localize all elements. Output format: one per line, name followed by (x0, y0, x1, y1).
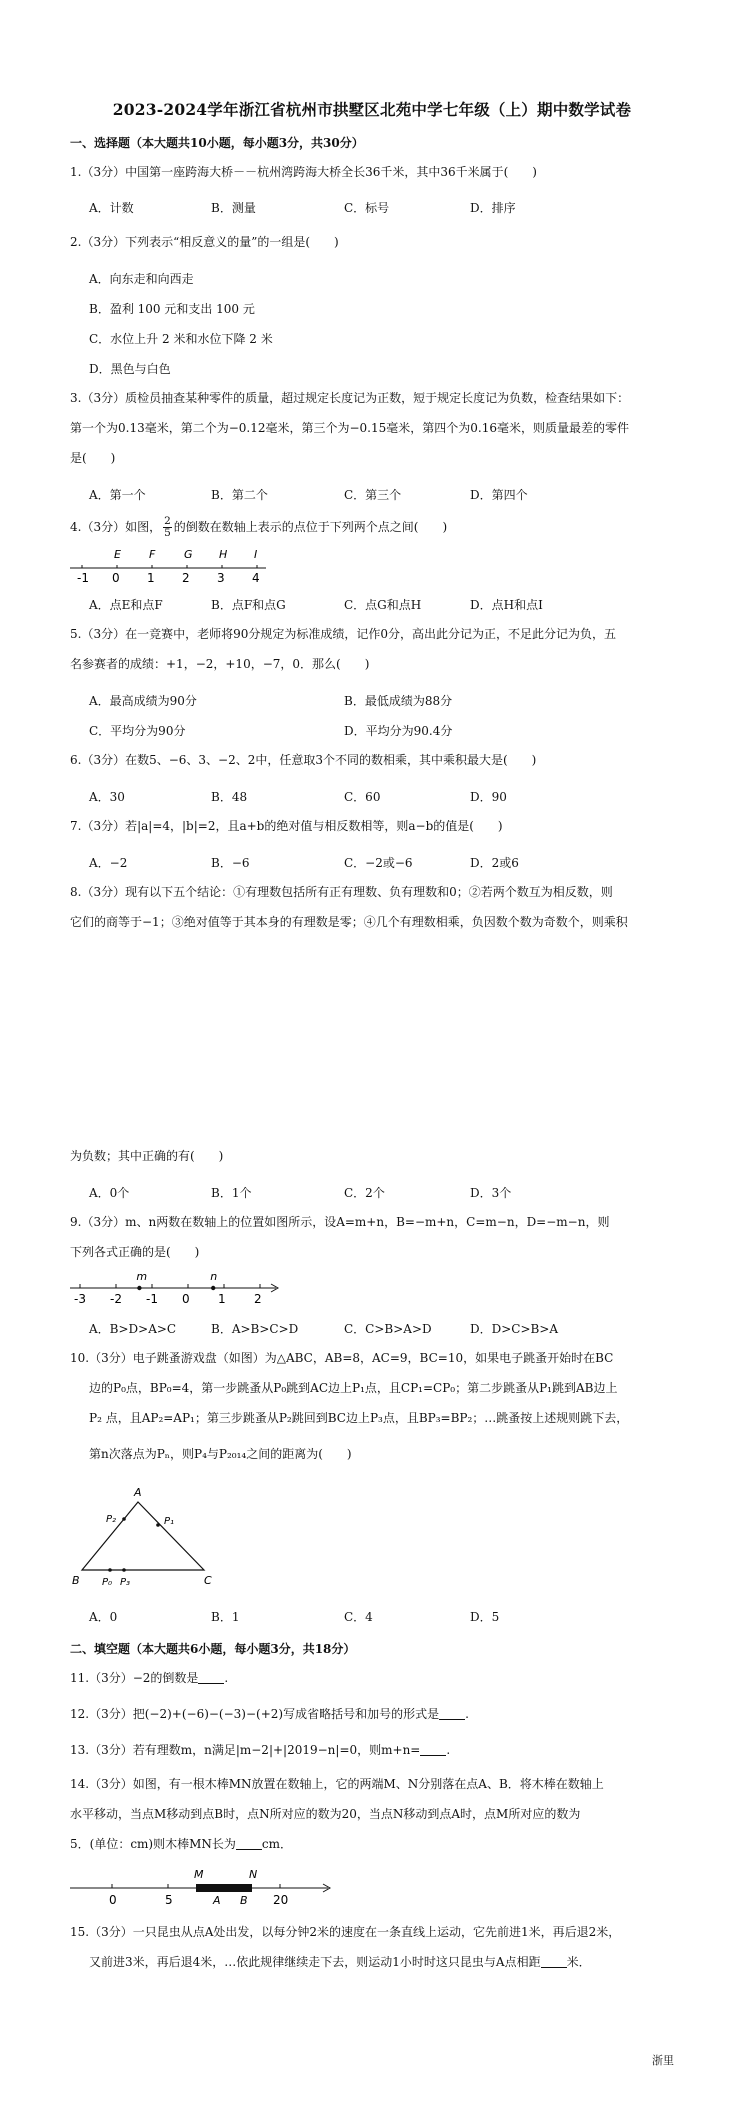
q4-tick-label: -1 (77, 571, 89, 584)
section-heading-choice: 一、选择题（本大题共10小题，每小题3分，共30分） (70, 136, 364, 150)
q4-point-label: I (254, 548, 258, 561)
question-9-line-1: 9.（3分）m、n两数在数轴上的位置如图所示，设A=m+n，B=−m+n，C=m−n，D=−m−n，则 (70, 1215, 610, 1229)
q9-option-c: C．C>B>A>D (344, 1322, 432, 1336)
q13-end: . (446, 1743, 451, 1757)
q4-point-label: F (149, 548, 156, 561)
question-10-line-1: 10.（3分）电子跳蚤游戏盘（如图）为△ABC，AB=8，AC=9，BC=10，如果电子跳蚤开始时在BC (70, 1351, 614, 1365)
q15-answer-blank[interactable] (541, 1955, 567, 1968)
question-11 (70, 1670, 228, 1686)
q9-option-d: D．D>C>B>A (470, 1322, 559, 1336)
q9-point-label: m (136, 1270, 148, 1283)
question-1: 1.（3分）中国第一座跨海大桥－－杭州湾跨海大桥全长36千米，其中36千米属于( ) (70, 165, 537, 179)
label-p3: P₃ (120, 1577, 131, 1588)
q13-answer-blank[interactable] (420, 1743, 446, 1756)
q4-option-a: A．点E和点F (89, 598, 163, 612)
q7-option-d: D．2或6 (470, 856, 519, 870)
q9-option-a: A．B>D>A>C (89, 1322, 177, 1336)
question-15-line-1: 15.（3分）一只昆虫从点A处出发，以每分钟2米的速度在一条直线上运动，它先前进1米，再后退2米， (70, 1925, 621, 1939)
q4-tick-label: 4 (252, 571, 260, 584)
point-p1 (156, 1523, 160, 1527)
exam-title: 2023-2024学年浙江省杭州市拱墅区北苑中学七年级（上）期中数学试卷 (112, 100, 632, 119)
q9-tick-label: -3 (74, 1292, 86, 1306)
q4-prefix: 4.（3分）如图， (70, 520, 162, 534)
label-p2: P₂ (106, 1514, 117, 1525)
q10-option-a: A．0 (89, 1610, 118, 1624)
q9-point-dot (211, 1286, 215, 1290)
q11-end: . (224, 1671, 229, 1685)
point-p0 (108, 1568, 112, 1572)
q12-end: . (465, 1707, 469, 1721)
q10-triangle-figure (72, 1480, 232, 1590)
label-n: N (249, 1868, 258, 1881)
q10-option-c: C．4 (344, 1610, 373, 1624)
question-2: 2.（3分）下列表示“相反意义的量”的一组是( ) (70, 235, 339, 249)
question-14-line-2: 水平移动，当点M移动到点B时，点N所对应的数为20，当点N移动到点A时，点M所对应的数为 (70, 1807, 581, 1821)
q4-number-line (70, 544, 270, 584)
q12-text: 12.（3分）把(−2)+(−6)−(−3)−(+2)写成省略括号和加号的形式是 (70, 1707, 440, 1721)
q4-tick-label: 3 (217, 571, 225, 584)
question-8-line-2: 它们的商等于−1；③绝对值等于其本身的有理数是零；④几个有理数相乘，负因数个数为奇数个，则乘积 (70, 915, 628, 929)
question-3-line-3: 是( ) (70, 451, 116, 465)
point-p2 (122, 1517, 126, 1521)
q14-tick-label: 5 (165, 1893, 173, 1907)
question-8-line-1: 8.（3分）现有以下五个结论：①有理数包括所有正有理数、负有理数和0；②若两个数互为相反数，则 (70, 885, 613, 899)
rod-mn (196, 1884, 252, 1892)
q13-text: 13.（3分）若有理数m，n满足|m−2|+|2019−n|=0，则m+n= (70, 1743, 421, 1757)
q12-answer-blank[interactable] (439, 1707, 465, 1720)
q4-tick-label: 0 (112, 571, 120, 584)
q9-option-b: B．A>B>C>D (211, 1322, 299, 1336)
label-c: C (204, 1574, 212, 1587)
question-3-line-1: 3.（3分）质检员抽查某种零件的质量，超过规定长度记为正数，短于规定长度记为负数，检查结果如下： (70, 391, 630, 405)
triangle-abc (82, 1502, 204, 1570)
page-footer: 浙里 (652, 2054, 674, 2067)
q9-tick-label: 2 (254, 1292, 262, 1306)
question-3-line-2: 第一个为0.13毫米，第二个为−0.12毫米，第三个为−0.15毫米，第四个为0.16毫米，则质量最差的零件 (70, 421, 629, 435)
label-a-point: A (213, 1894, 221, 1907)
q4-option-b: B．点F和点G (211, 598, 286, 612)
q4-fraction-numerator: 2 (164, 515, 171, 527)
q8-option-b: B．1个 (211, 1186, 252, 1200)
q14-answer-blank[interactable] (236, 1837, 262, 1850)
question-10-line-4: 第n次落点为Pₙ，则P₄与P₂₀₁₄之间的距离为( ) (89, 1447, 352, 1461)
q11-text: 11.（3分）−2的倒数是 (70, 1671, 199, 1685)
q2-option-c: C．水位上升 2 米和水位下降 2 米 (89, 332, 273, 346)
question-9-line-2: 下列各式正确的是( ) (70, 1245, 200, 1259)
q3-option-a: A．第一个 (89, 488, 146, 502)
q9-point-label: n (210, 1270, 218, 1283)
question-10-line-2: 边的P₀点，BP₀=4，第一步跳蚤从P₀跳到AC边上P₁点，且CP₁=CP₀；第二步跳蚤从P₁跳到AB边上 (89, 1381, 618, 1395)
question-10-line-3: P₂ 点，且AP₂=AP₁；第三步跳蚤从P₂跳回到BC边上P₃点，且BP₃=BP₂；…跳蚤按上述规则跳下去， (89, 1411, 629, 1425)
q11-answer-blank[interactable] (198, 1671, 224, 1684)
q10-option-d: D．5 (470, 1610, 500, 1624)
label-p0: P₀ (102, 1577, 113, 1588)
q14-tick-label: 0 (109, 1893, 117, 1907)
q4-fraction-denominator: 5 (164, 527, 171, 539)
q5-option-c: C．平均分为90分 (89, 724, 186, 738)
q7-option-c: C．−2或−6 (344, 856, 413, 870)
question-14-line-3 (70, 1836, 292, 1852)
q5-option-a: A．最高成绩为90分 (89, 694, 197, 708)
q1-option-d: D．排序 (470, 201, 516, 215)
label-m: M (194, 1868, 204, 1881)
label-b: B (72, 1574, 80, 1587)
label-b-point: B (240, 1894, 248, 1907)
q2-option-a: A．向东走和向西走 (89, 272, 194, 286)
question-6: 6.（3分）在数5、−6、3、−2、2中，任意取3个不同的数相乘，其中乘积最大是( ) (70, 753, 537, 767)
q8-option-c: C．2个 (344, 1186, 385, 1200)
q4-fraction (163, 516, 172, 539)
question-13 (70, 1742, 450, 1758)
question-12 (70, 1706, 469, 1722)
q6-option-b: B．48 (211, 790, 248, 804)
q2-option-b: B．盈利 100 元和支出 100 元 (89, 302, 255, 316)
question-4 (70, 516, 447, 539)
section-heading-fill: 二、填空题（本大题共6小题，每小题3分，共18分） (70, 1642, 356, 1656)
q2-option-d: D．黑色与白色 (89, 362, 171, 376)
q9-tick-label: 0 (182, 1292, 190, 1306)
q4-point-label: E (114, 548, 121, 561)
question-7: 7.（3分）若|a|=4，|b|=2，且a+b的绝对值与相反数相等，则a−b的值是( ) (70, 819, 503, 833)
q7-option-a: A．−2 (89, 856, 128, 870)
q15-line-2-text: 又前进3米，再后退4米，…依此规律继续走下去，则运动1小时时这只昆虫与A点相距 (89, 1955, 541, 1969)
question-14-line-1: 14.（3分）如图，有一根木棒MN放置在数轴上，它的两端M、N分别落在点A、B．将木棒在数轴上 (70, 1777, 604, 1791)
label-a: A (134, 1486, 142, 1499)
q1-option-a: A．计数 (89, 201, 134, 215)
q14-line-3-end: cm． (261, 1837, 292, 1851)
q9-tick-label: -1 (146, 1292, 158, 1306)
q4-point-label: H (219, 548, 228, 561)
q14-number-line (70, 1862, 340, 1910)
question-5-line-2: 名参赛者的成绩：+1，−2，+10，−7，0．那么( ) (70, 657, 370, 671)
q9-tick-label: 1 (218, 1292, 226, 1306)
q9-tick-label: -2 (110, 1292, 122, 1306)
question-15-line-2 (89, 1954, 591, 1970)
q5-option-d: D．平均分为90.4分 (344, 724, 453, 738)
q15-line-2-end: 米． (566, 1955, 591, 1969)
q3-option-d: D．第四个 (470, 488, 528, 502)
q8-option-d: D．3个 (470, 1186, 512, 1200)
q6-option-c: C．60 (344, 790, 381, 804)
q9-number-line (70, 1270, 290, 1310)
q10-option-b: B．1 (211, 1610, 240, 1624)
question-5-line-1: 5.（3分）在一竞赛中，老师将90分规定为标准成绩，记作0分，高出此分记为正，不足此分记为负，五 (70, 627, 616, 641)
q4-point-label: G (184, 548, 193, 561)
q1-option-c: C．标号 (344, 201, 390, 215)
q1-option-b: B．测量 (211, 201, 256, 215)
q4-option-c: C．点G和点H (344, 598, 422, 612)
q5-option-b: B．最低成绩为88分 (344, 694, 453, 708)
question-8-line-3: 为负数；其中正确的有( ) (70, 1149, 224, 1163)
q3-option-c: C．第三个 (344, 488, 402, 502)
point-p3 (122, 1568, 126, 1572)
q14-line-3-text: 5．(单位：cm)则木棒MN长为 (70, 1837, 236, 1851)
q9-point-dot (137, 1286, 141, 1290)
q6-option-a: A．30 (89, 790, 125, 804)
q7-option-b: B．−6 (211, 856, 250, 870)
q6-option-d: D．90 (470, 790, 507, 804)
q4-option-d: D．点H和点I (470, 598, 543, 612)
q4-tick-label: 2 (182, 571, 190, 584)
q4-tick-label: 1 (147, 571, 155, 584)
q8-option-a: A．0个 (89, 1186, 130, 1200)
q4-suffix: 的倒数在数轴上表示的点位于下列两个点之间( ) (173, 520, 448, 534)
q3-option-b: B．第二个 (211, 488, 268, 502)
label-p1: P₁ (164, 1516, 175, 1527)
q14-tick-label: 20 (273, 1893, 289, 1907)
